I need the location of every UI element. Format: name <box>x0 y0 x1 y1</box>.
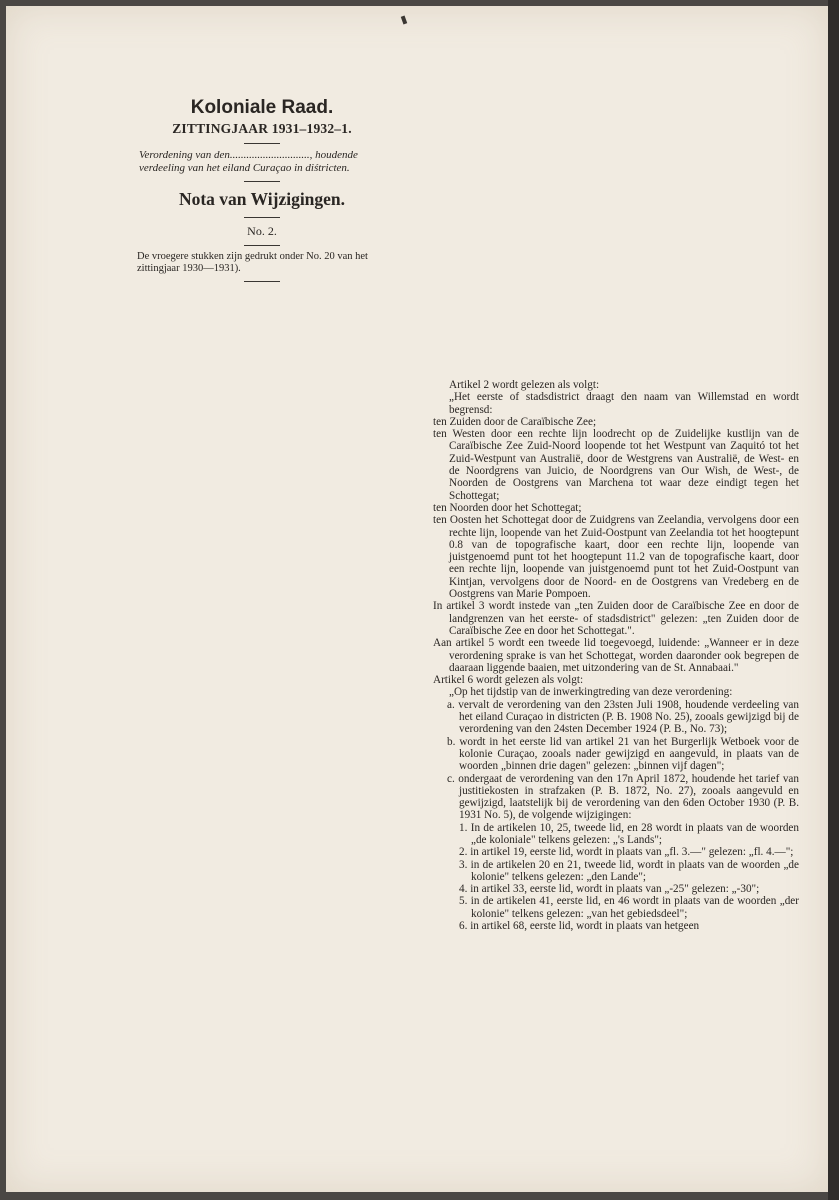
ordinance-description: Verordening van den............................., houdende verdeeling van het eiland Curaçao in diśtricten. <box>139 149 358 174</box>
previous-documents-note: De vroegere stukken zijn gedrukt onder No. 20 van het zittingjaar 1930—1931). <box>137 251 368 274</box>
text-paragraph: In artikel 3 wordt instede van „ten Zuiden door de Caraïbische Zee en door de landgrenzen van het eerste- of stadsdistrict" gelezen: „ten Zuiden door de Caraïbische Zee en door het Schottegat.". <box>433 600 799 637</box>
document-number: No. 2. <box>247 224 277 238</box>
divider <box>244 217 280 218</box>
divider <box>244 181 280 182</box>
text-paragraph: 4. in artikel 33, eerste lid, wordt in plaats van „-25" gelezen: „-30"; <box>459 883 760 896</box>
council-title: Koloniale Raad. <box>190 97 334 118</box>
text-paragraph: Aan artikel 5 wordt een tweede lid toegevoegd, luidende: „Wanneer er in deze verordening sprake is van het Schottegat, worden daaronder ook begrepen de daaraan liggende baaien, met uitzondering van de St. Annabaai." <box>433 637 799 674</box>
divider <box>244 245 280 246</box>
text-paragraph: Artikel 6 wordt gelezen als volgt: <box>433 674 584 687</box>
divider <box>244 143 280 144</box>
nota-title: Nota van Wijzigingen. <box>178 189 346 209</box>
text-paragraph: 5. in de artikelen 41, eerste lid, en 46 wordt in plaats van de woorden „der kolonie" telkens gelezen: „van het gebiedsdeel"; <box>459 895 799 920</box>
text-paragraph: 3. in de artikelen 20 en 21, tweede lid, wordt in plaats van de woorden „de kolonie" telkens gelezen: „den Lande"; <box>459 858 799 883</box>
document-page <box>6 6 828 1192</box>
text-paragraph: ten Zuiden door de Caraïbische Zee; <box>433 415 597 428</box>
text-paragraph: 1. In de artikelen 10, 25, tweede lid, en 28 wordt in plaats van de woorden „de koloniale" telkens gelezen: „'s Lands"; <box>459 821 799 846</box>
text-paragraph: „Het eerste of stadsdistrict draagt den naam van Willemstad en wordt begrensd: <box>449 391 799 416</box>
text-paragraph: ten Westen door een rechte lijn loodrecht op de Zuidelijke kustlijn van de Caraïbische Zee Zuid-Noord loopende tot het Westpunt van Zaquitó tot het Zuid-Westpunt van Australië, door de Westgrens van Australië, de West- en de Noordgrens van Juicio, de Noordgrens van Our Wish, de West-, de Noorden de Oostgrens van Marchena tot waar deze eindigt tegen het Schottegat; <box>433 428 799 502</box>
document-header <box>131 96 393 287</box>
page-mark <box>401 16 407 25</box>
text-paragraph: ten Oosten het Schottegat door de Zuidgrens van Zeelandia, vervolgens door een rechte lijn, loopende van het Zuid-Oostpunt van Zeelandia tot het hoogtepunt 0.8 van de topografische kaart, door een rechte lijn, loopende van juistgenoemd punt tot het hoogtepunt 11.2 van de topografische kaart, door een rechte lijn, loopende van juistgenoemd punt tot het Zuid-Oostpunt van Kintjan, vervolgens door de Noord- en de Oostgrens van Vredeberg en de Oostgrens van Marie Pompoen. <box>433 514 799 601</box>
scan-edge <box>828 0 839 1200</box>
text-paragraph: ten Noorden door het Schottegat; <box>433 501 582 514</box>
text-paragraph: b. wordt in het eerste lid van artikel 21 van het Burgerlijk Wetboek voor de kolonie Curaçao, zooals nader gewijzigd en aangevuld, in plaats van de woorden „binnen drie dagen" gelezen: „binnen vijf dagen"; <box>447 735 799 773</box>
text-paragraph: 2. in artikel 19, eerste lid, wordt in plaats van „fl. 3.—" gelezen: „fl. 4.—"; <box>459 846 794 859</box>
divider <box>244 281 280 282</box>
session-year: ZITTINGJAAR 1931–1932–1. <box>172 121 352 136</box>
amendment-text <box>433 379 799 932</box>
text-paragraph: a. vervalt de verordening van den 23sten Juli 1908, houdende verdeeling van het eiland Curaçao in districten (P. B. 1908 No. 25), zooals gewijzigd bij de verordening van den 24sten December 1924 (P. B., No. 73); <box>447 698 799 736</box>
text-paragraph: c. ondergaat de verordening van den 17n April 1872, houdende het tarief van justitiekosten in strafzaken (P. B. 1872, No. 27), zooals aangevuld en gewijzigd, laatstelijk bij de verordening van den 6den October 1930 (P. B. 1931 No. 5), de volgende wijzigingen: <box>447 772 799 822</box>
text-paragraph: 6. in artikel 68, eerste lid, wordt in plaats van hetgeen <box>459 920 700 933</box>
text-paragraph: Artikel 2 wordt gelezen als volgt: <box>449 379 600 391</box>
text-paragraph: „Op het tijdstip van de inwerkingtreding van deze verordening: <box>449 686 733 699</box>
